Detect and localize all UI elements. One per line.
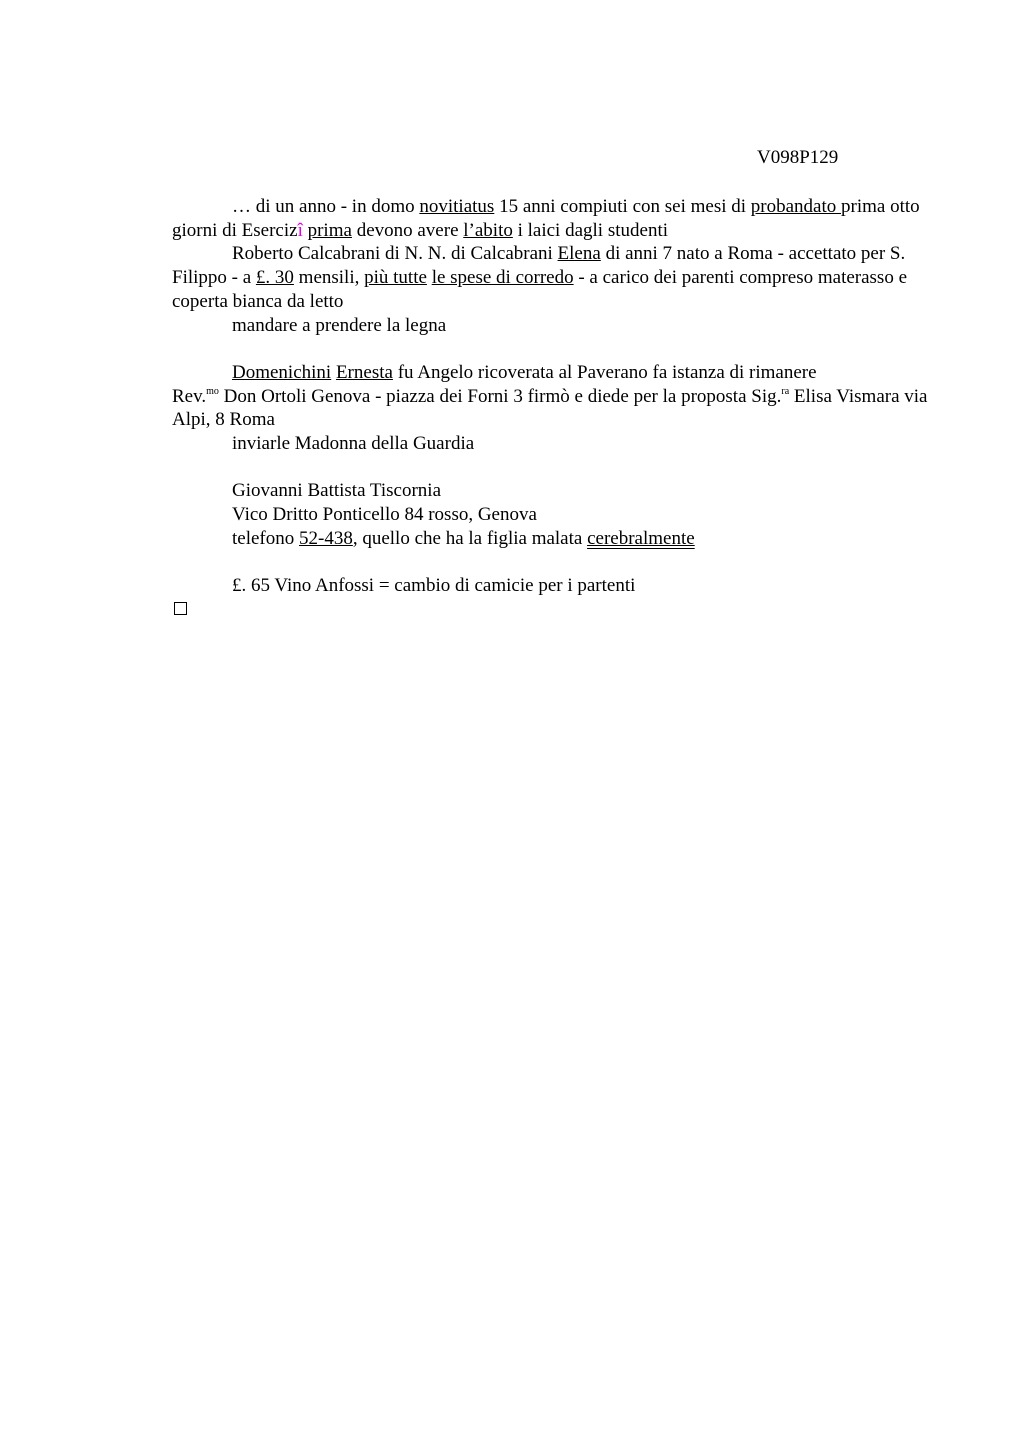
paragraph-ortoli [172, 385, 932, 432]
underlined-word: Elena [557, 243, 601, 265]
text-run: telefono [232, 527, 300, 549]
text-run: 15 anni compiuti con sei mesi di [494, 196, 751, 217]
text-run: devono avere [351, 219, 464, 241]
underlined-word: £. 30 [255, 267, 294, 289]
text-run: di anni 7 nato a Roma - accettato per S. Filippo - a [172, 243, 906, 289]
text-run: … di un anno - in domo [232, 196, 420, 217]
highlighted-char: î [297, 219, 303, 241]
superscript: ra [781, 385, 790, 397]
paragraph-madonna: inviarle Madonna della Guardia [232, 433, 475, 455]
underlined-word: probandato [750, 196, 842, 217]
underlined-word: le spese di corredo [431, 267, 574, 289]
blank-line [172, 456, 932, 480]
underlined-word: 52-438 [299, 527, 353, 549]
double-underlined-word: cerebralmente [587, 527, 695, 549]
page-reference: V098P129 [757, 147, 839, 168]
underlined-word: più tutte [364, 267, 427, 289]
text-run: i laici dagli studenti [512, 219, 668, 241]
blank-line [172, 337, 932, 361]
superscript: mo [206, 385, 219, 397]
paragraph-domenichini [172, 361, 932, 385]
underlined-word: prima [307, 219, 352, 241]
paragraph-tiscornia-address: Vico Dritto Ponticello 84 rosso, Genova [232, 504, 537, 526]
text-run: Elisa Vismara via Alpi, 8 Roma [172, 385, 928, 431]
underlined-word: l’abito [463, 219, 513, 241]
text-run: fu Angelo ricoverata al Paverano fa istanza di rimanere [392, 361, 817, 383]
text-run: Roberto Calcabrani di N. N. di Calcabrani [232, 243, 558, 265]
checkbox-square-icon [174, 602, 187, 615]
text-run: , quello che ha la figlia malata [352, 527, 588, 549]
paragraph-tiscornia-name: Giovanni Battista Tiscornia [232, 480, 441, 502]
text-run: prima otto giorni di Eserciz [172, 196, 920, 241]
underlined-word: Domenichini [232, 361, 332, 383]
text-run: - a carico dei parenti compreso materasso e coperta bianca da letto [172, 267, 908, 312]
text-run: mensili, [293, 267, 365, 289]
paragraph-tiscornia-phone [172, 527, 932, 551]
text-run: Rev. [172, 385, 207, 407]
paragraph-novitiate [172, 195, 932, 242]
underlined-word: Ernesta [335, 361, 393, 383]
paragraph-anfossi: £. 65 Vino Anfossi = cambio di camicie per i partenti [232, 575, 636, 597]
document-body [172, 195, 932, 598]
paragraph-legna: mandare a prendere la legna [232, 314, 447, 336]
paragraph-calcabrani [172, 242, 932, 313]
text-run: Don Ortoli Genova - piazza dei Forni 3 firmò e diede per la proposta Sig. [218, 385, 782, 407]
blank-line [172, 551, 932, 575]
underlined-word: novitiatus [419, 196, 495, 217]
